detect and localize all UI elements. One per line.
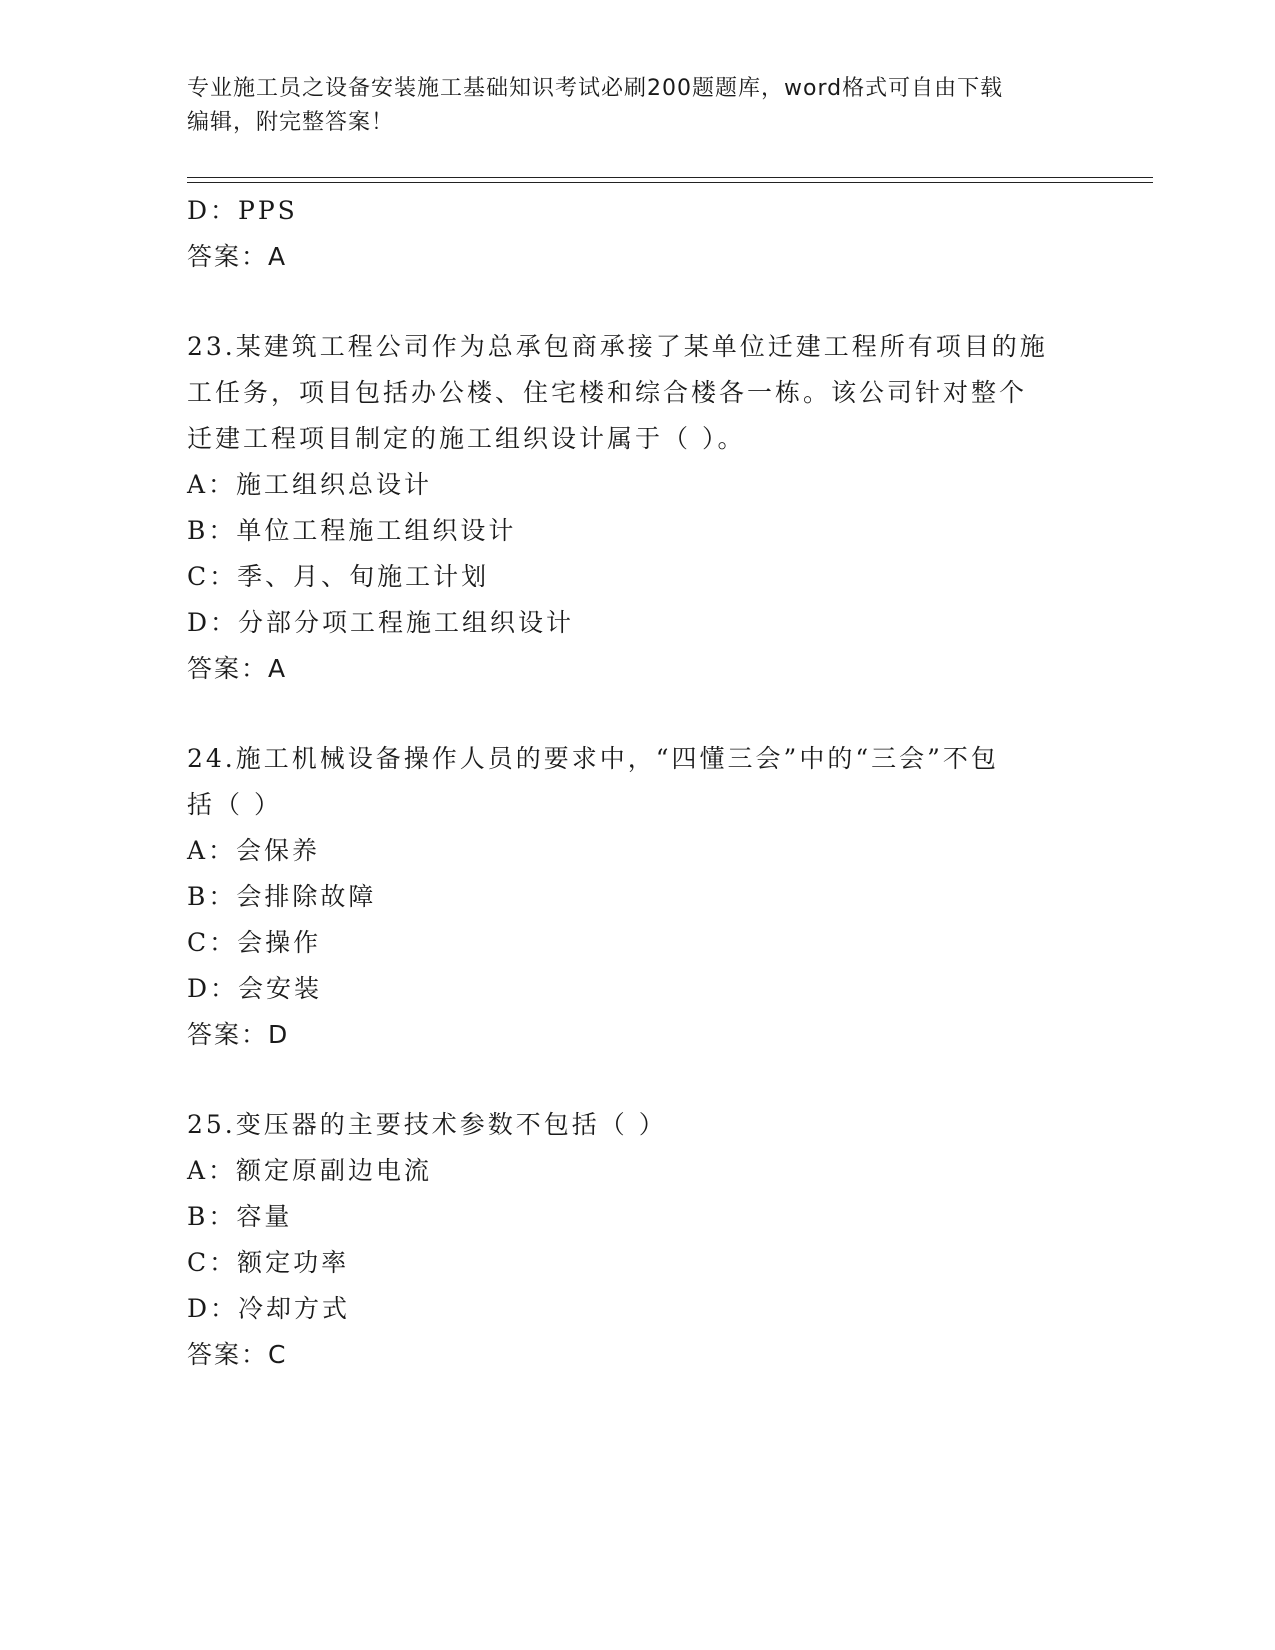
option-d: D：PPS	[187, 196, 298, 225]
option-d: D：分部分项工程施工组织设计	[187, 608, 575, 637]
option-c: C：会操作	[187, 928, 322, 957]
document-body	[187, 188, 1087, 1378]
option-a: A：额定原副边电流	[187, 1156, 433, 1185]
header-rule-top	[187, 177, 1153, 178]
answer-line: 答案：D	[187, 1020, 290, 1049]
spacer	[187, 692, 1087, 736]
previous-question-tail	[187, 188, 1087, 280]
header-title-line-2: 编辑，附完整答案！	[187, 110, 395, 135]
option-a: A：会保养	[187, 836, 321, 865]
answer-line: 答案：A	[187, 242, 288, 271]
answer-line: 答案：A	[187, 654, 288, 683]
question-23	[187, 324, 1087, 692]
question-stem	[187, 1102, 1087, 1148]
stem-line: 25.变压器的主要技术参数不包括（ ）	[187, 1110, 667, 1139]
stem-line: 括（ ）	[187, 790, 282, 819]
option-b: B：单位工程施工组织设计	[187, 516, 517, 545]
option-d: D：会安装	[187, 974, 323, 1003]
header-rule-bottom	[187, 182, 1153, 183]
stem-line: 24.施工机械设备操作人员的要求中，“四懂三会”中的“三会”不包	[187, 744, 999, 773]
answer-line: 答案：C	[187, 1340, 288, 1369]
stem-line: 23.某建筑工程公司作为总承包商承接了某单位迁建工程所有项目的施	[187, 332, 1048, 361]
option-b: B：会排除故障	[187, 882, 377, 911]
option-d: D：冷却方式	[187, 1294, 351, 1323]
spacer	[187, 280, 1087, 324]
stem-line: 迁建工程项目制定的施工组织设计属于（ ）。	[187, 424, 746, 453]
question-stem	[187, 324, 1087, 462]
document-header	[187, 72, 1067, 140]
option-c: C：季、月、旬施工计划	[187, 562, 490, 591]
header-title-line-1: 专业施工员之设备安装施工基础知识考试必刷200题题库，word格式可自由下载	[187, 76, 1004, 101]
stem-line: 工任务，项目包括办公楼、住宅楼和综合楼各一栋。该公司针对整个	[187, 378, 1028, 407]
question-24	[187, 736, 1087, 1058]
option-b: B：容量	[187, 1202, 293, 1231]
spacer	[187, 1058, 1087, 1102]
question-stem	[187, 736, 1087, 828]
question-25	[187, 1102, 1087, 1378]
option-a: A：施工组织总设计	[187, 470, 433, 499]
option-c: C：额定功率	[187, 1248, 350, 1277]
